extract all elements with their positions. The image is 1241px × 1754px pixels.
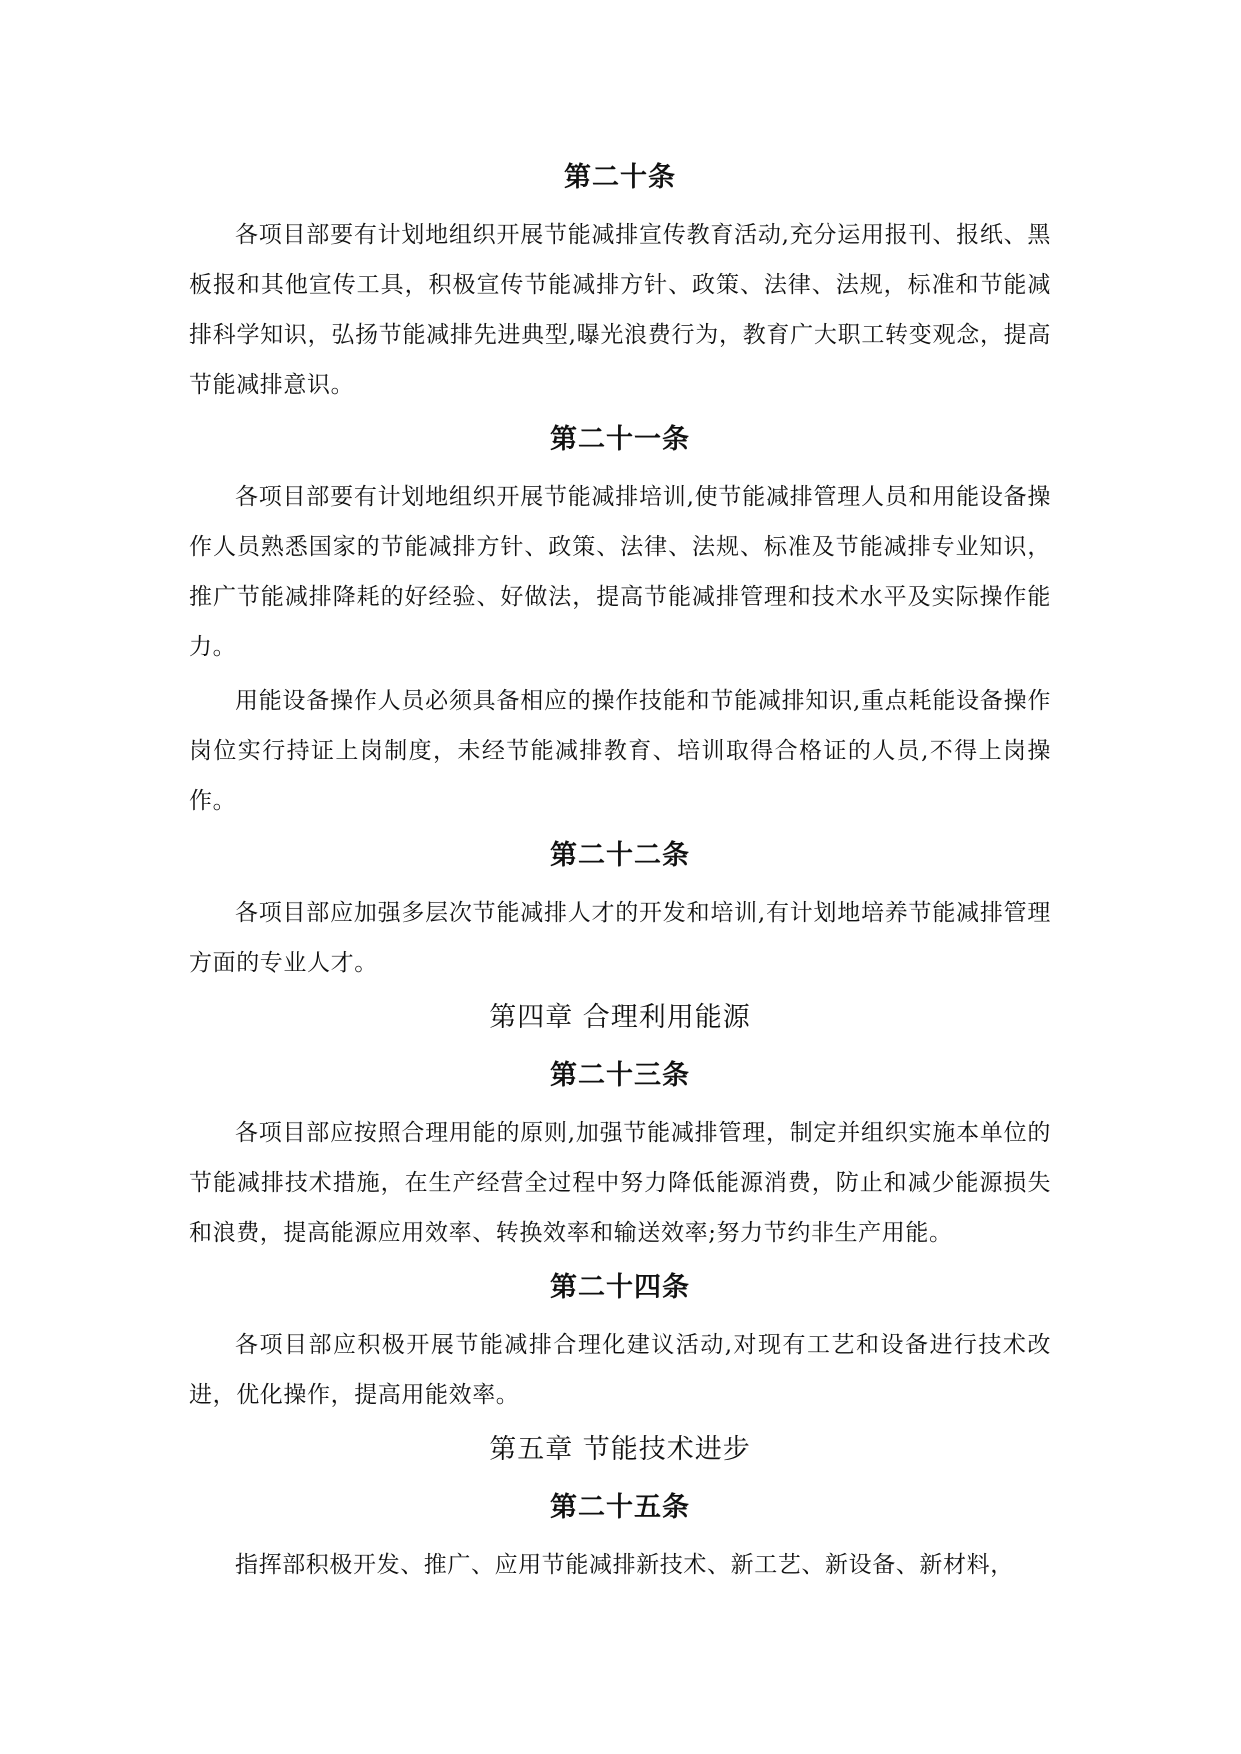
chapter-5-heading: 第五章 节能技术进步 bbox=[489, 1434, 751, 1465]
chapter-4-heading: 第四章 合理利用能源 bbox=[489, 1002, 751, 1033]
article-heading: 第二十二条 bbox=[550, 840, 690, 871]
article-23 bbox=[189, 1056, 1051, 1258]
article-paragraph: 指挥部积极开发、推广、应用节能减排新技术、新工艺、新设备、新材料， bbox=[235, 1552, 1014, 1578]
article-paragraph: 各项目部应按照合理用能的原则,加强节能减排管理，制定并组织实施本单位的节能减排技术措施，在生产经营全过程中努力降低能源消费，防止和减少能源损失和浪费，提高能源应用效率、转换效率和输送效率;努力节约非生产用能。 bbox=[189, 1120, 1051, 1246]
article-paragraph: 用能设备操作人员必须具备相应的操作技能和节能减排知识,重点耗能设备操作岗位实行持证上岗制度，未经节能减排教育、培训取得合格证的人员,不得上岗操作。 bbox=[189, 688, 1051, 814]
article-paragraph: 各项目部要有计划地组织开展节能减排培训,使节能减排管理人员和用能设备操作人员熟悉国家的节能减排方针、政策、法律、法规、标准及节能减排专业知识，推广节能减排降耗的好经验、好做法，提高节能减排管理和技术水平及实际操作能力。 bbox=[189, 484, 1051, 660]
article-heading: 第二十三条 bbox=[550, 1060, 690, 1091]
article-25 bbox=[189, 1488, 1051, 1590]
article-heading: 第二十五条 bbox=[550, 1492, 690, 1523]
article-24 bbox=[189, 1268, 1051, 1420]
article-heading: 第二十条 bbox=[564, 162, 676, 193]
article-heading: 第二十一条 bbox=[550, 424, 690, 455]
article-20 bbox=[189, 158, 1051, 410]
document-body bbox=[189, 158, 1051, 1600]
article-paragraph: 各项目部要有计划地组织开展节能减排宣传教育活动,充分运用报刊、报纸、黑板报和其他宣传工具，积极宣传节能减排方针、政策、法律、法规，标准和节能减排科学知识，弘扬节能减排先进典型,曝光浪费行为，教育广大职工转变观念，提高节能减排意识。 bbox=[189, 222, 1051, 398]
article-paragraph: 各项目部应积极开展节能减排合理化建议活动,对现有工艺和设备进行技术改进，优化操作，提高用能效率。 bbox=[189, 1332, 1051, 1408]
article-22 bbox=[189, 836, 1051, 988]
article-heading: 第二十四条 bbox=[550, 1272, 690, 1303]
article-21 bbox=[189, 420, 1051, 826]
article-paragraph: 各项目部应加强多层次节能减排人才的开发和培训,有计划地培养节能减排管理方面的专业人才。 bbox=[189, 900, 1051, 976]
